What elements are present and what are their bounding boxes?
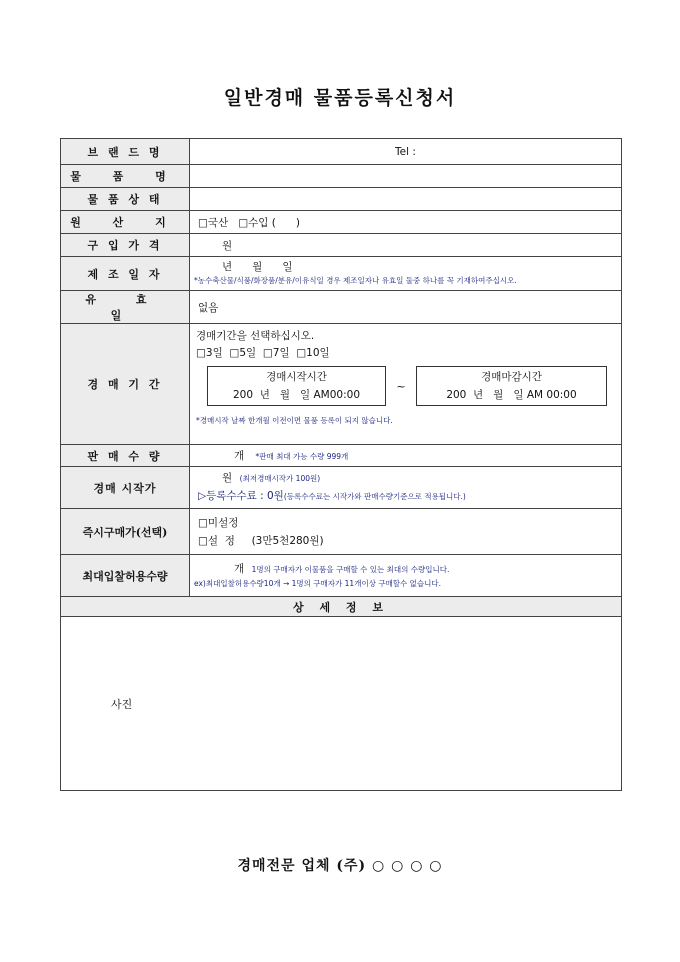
start-price-row bbox=[61, 467, 622, 509]
detail-header-row bbox=[61, 597, 622, 617]
photo-label: 사진 bbox=[111, 697, 133, 711]
brand-field[interactable] bbox=[190, 139, 622, 165]
sale-quantity-field[interactable] bbox=[190, 445, 622, 467]
detail-info-header: 상 세 정 보 bbox=[61, 597, 622, 617]
photo-row bbox=[61, 617, 622, 791]
max-bid-unit: 개 bbox=[234, 562, 245, 575]
price-row bbox=[61, 234, 622, 257]
buy-now-label: 즉시구매가(선택) bbox=[61, 509, 190, 555]
fee-line bbox=[198, 487, 621, 505]
period-options[interactable]: □3일 □5일 □7일 □10일 bbox=[196, 347, 330, 359]
expiry-row bbox=[61, 291, 622, 324]
expiry-field[interactable]: 없음 bbox=[190, 291, 622, 324]
period-row bbox=[61, 324, 622, 445]
max-bid-example: ex)최대입찰허용수량10개 → 1명의 구매자가 11개이상 구매할수 없습니다. bbox=[194, 578, 442, 588]
registration-fee: ▷등록수수료 : 0원 bbox=[198, 490, 284, 502]
item-condition-field[interactable] bbox=[190, 188, 622, 211]
purchase-price-field[interactable] bbox=[190, 234, 622, 257]
mfg-date-note: *농수축산물/식품/화장품/분유/이유식일 경우 제조일자나 유효일 둘중 하나를 꼭 기재하여주십시오. bbox=[194, 276, 517, 285]
item-condition-label: 물 품 상 태 bbox=[61, 188, 190, 211]
qty-unit: 개 bbox=[234, 450, 245, 462]
end-time-value: 200 년 월 일 AM 00:00 bbox=[446, 389, 577, 401]
buy-now-unset-option[interactable]: □미설정 bbox=[198, 516, 239, 529]
max-bid-line bbox=[194, 561, 621, 577]
start-time-value: 200 년 월 일 AM00:00 bbox=[232, 389, 360, 401]
item-name-field[interactable] bbox=[190, 165, 622, 188]
condition-row bbox=[61, 188, 622, 211]
tel-label: Tel : bbox=[395, 146, 416, 158]
origin-label: 원 산 지 bbox=[61, 211, 190, 234]
brand-row bbox=[61, 139, 622, 165]
form-title: 일반경매 물품등록신청서 bbox=[223, 87, 457, 109]
auction-period-label: 경 매 기 간 bbox=[61, 324, 190, 445]
max-bid-label: 최대입찰허용수량 bbox=[61, 555, 190, 597]
auction-period-field bbox=[190, 324, 622, 445]
won-unit: 원 bbox=[222, 239, 233, 252]
registration-form-table bbox=[60, 138, 622, 791]
origin-field[interactable]: □국산 □수입 ( ) bbox=[190, 211, 622, 234]
max-bid-row bbox=[61, 555, 622, 597]
item-row bbox=[61, 165, 622, 188]
qty-note: *판매 최대 가능 수량 999개 bbox=[255, 452, 349, 461]
max-bid-note: 1명의 구매자가 이물품을 구매할 수 있는 최대의 수량입니다. bbox=[251, 564, 450, 574]
mfg-row bbox=[61, 257, 622, 291]
qty-row bbox=[61, 445, 622, 467]
origin-row bbox=[61, 211, 622, 234]
sale-quantity-label: 판 매 수 량 bbox=[61, 445, 190, 467]
buy-now-set-option[interactable]: □설 정 (3만5천280원) bbox=[198, 534, 324, 547]
end-time-title: 경매마감시간 bbox=[481, 371, 542, 383]
start-price-label: 경매 시작가 bbox=[61, 467, 190, 509]
period-instruction: 경매기간을 선택하십시오. bbox=[196, 330, 315, 342]
company-footer: 경매전문 업체 (주) ○ ○ ○ ○ bbox=[237, 858, 443, 874]
mfg-date-label: 제 조 일 자 bbox=[61, 257, 190, 291]
period-time-boxes bbox=[207, 366, 621, 406]
mfg-date-value: 년 월 일 bbox=[222, 261, 293, 273]
item-name-label: 물 품 명 bbox=[61, 165, 190, 188]
period-note: *경매시작 날짜 한개월 이전이면 물품 등록이 되지 않습니다. bbox=[196, 416, 393, 425]
period-tilde: ~ bbox=[396, 379, 406, 393]
buy-now-field bbox=[190, 509, 622, 555]
start-time-title: 경매시작시간 bbox=[266, 371, 327, 383]
end-time-box[interactable] bbox=[416, 366, 607, 406]
registration-fee-note: (등록수수료는 시작가와 판매수량기준으로 적용됩니다.) bbox=[283, 492, 466, 501]
start-time-box[interactable] bbox=[207, 366, 386, 406]
max-bid-field[interactable] bbox=[190, 555, 622, 597]
start-price-min-note: (최저경매시작가 100원) bbox=[239, 474, 321, 483]
buy-now-row bbox=[61, 509, 622, 555]
mfg-date-field[interactable] bbox=[190, 257, 622, 291]
start-price-unit: 원 bbox=[222, 472, 233, 484]
photo-area[interactable] bbox=[61, 617, 622, 791]
start-price-line bbox=[198, 470, 621, 487]
brand-label: 브 랜 드 명 bbox=[61, 139, 190, 165]
purchase-price-label: 구 입 가 격 bbox=[61, 234, 190, 257]
start-price-field[interactable] bbox=[190, 467, 622, 509]
expiry-label: 유 효 일 bbox=[61, 291, 190, 324]
